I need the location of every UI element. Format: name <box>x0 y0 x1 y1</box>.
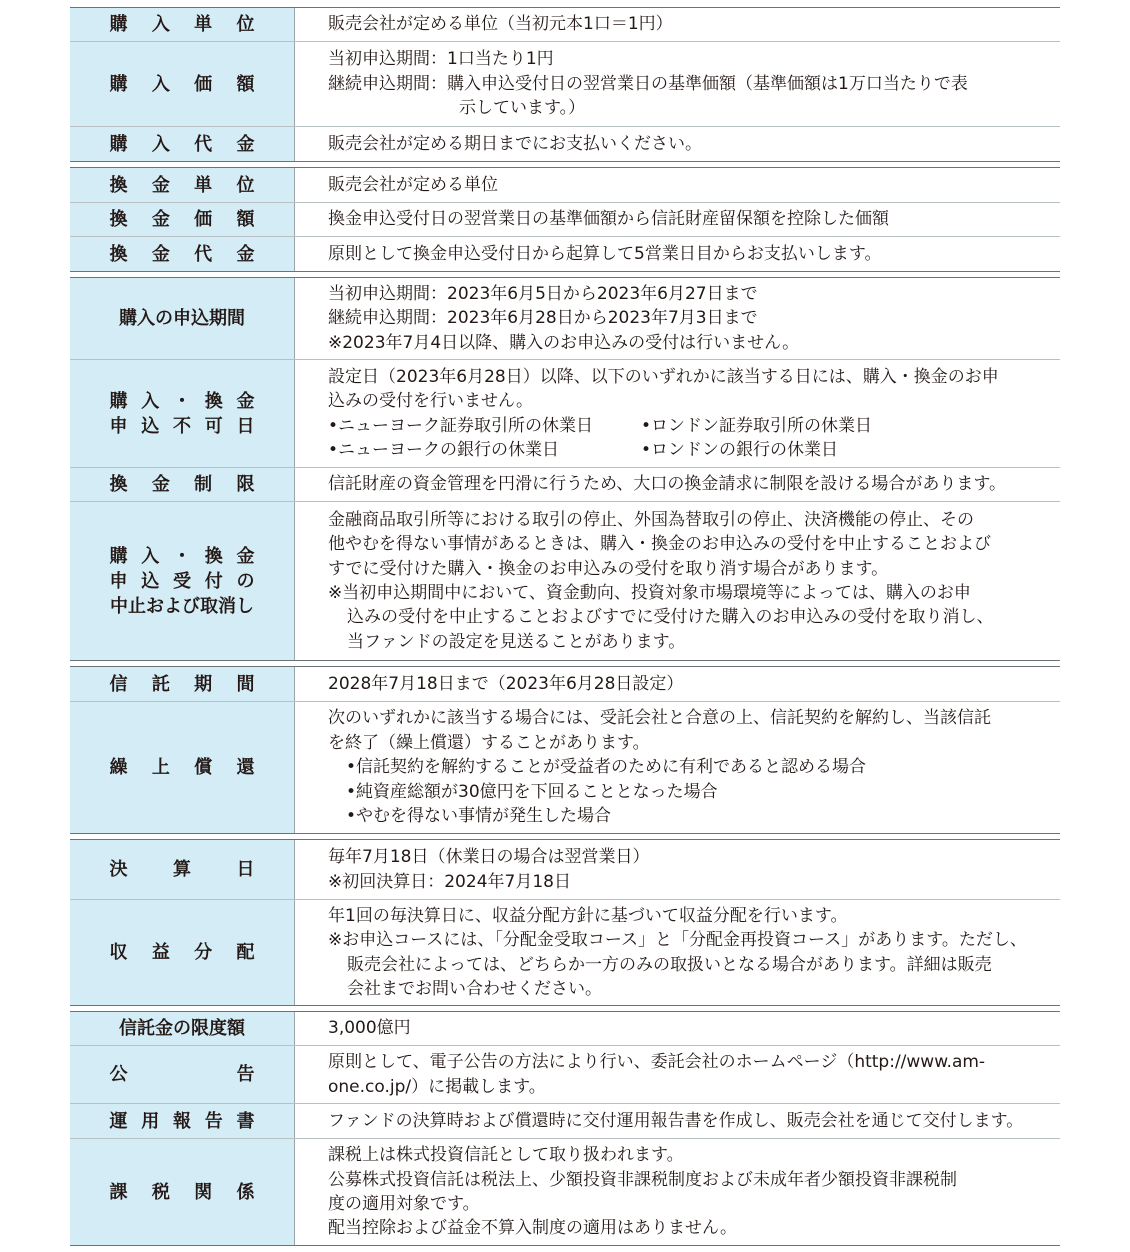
row-label-char: 期 <box>194 673 213 695</box>
content-line: one.co.jp/）に掲載します。 <box>328 1076 546 1097</box>
table-row <box>70 1012 1060 1045</box>
row-label-char: 間 <box>236 673 255 695</box>
row-label-char: 制 <box>194 474 213 495</box>
content-line: •信託契約を解約することが受益者のために有利であると認める場合 <box>346 757 867 778</box>
row-label-char: 償 <box>194 757 213 778</box>
row-label-char: 不 <box>173 415 191 437</box>
row-label-char: 換 <box>204 545 223 567</box>
content-line: 込みの受付を中止することおよびすでに受付けた購入のお申込みの受付を取り消し、 <box>347 607 994 628</box>
row-label <box>70 1046 295 1103</box>
row-label-line: 信託金の限度額 <box>119 1018 245 1039</box>
row-label <box>70 840 295 899</box>
row-label-text <box>110 755 255 780</box>
row-label-line <box>110 940 255 965</box>
row-label-line <box>110 472 255 497</box>
section-group <box>70 666 1060 834</box>
row-label-char: 信 <box>109 673 128 695</box>
row-label <box>70 237 295 271</box>
row-label-char: 込 <box>141 570 160 592</box>
row-label-line <box>110 242 255 267</box>
row-label-line <box>110 672 255 697</box>
content-line: •純資産総額が30億円を下回ることとなった場合 <box>346 781 718 802</box>
row-label-char: ・ <box>173 545 191 567</box>
row-label-line <box>110 389 255 414</box>
row-label-char: 運 <box>109 1110 128 1132</box>
bullet-row <box>328 438 1040 462</box>
row-label-char: 報 <box>173 1110 191 1132</box>
section-group <box>70 839 1060 1006</box>
row-content <box>295 237 1060 271</box>
row-label-line: 購入の申込期間 <box>119 308 245 329</box>
table-row <box>70 41 1060 126</box>
row-label-line <box>110 414 255 439</box>
row-label <box>70 8 295 41</box>
content-line: 他やむを得ない事情があるときは、購入・換金のお申込みの受付を中止することおよび <box>328 534 991 555</box>
row-label <box>70 127 295 161</box>
table-row <box>70 359 1060 467</box>
table-row <box>70 236 1060 271</box>
row-label-char: 金 <box>236 243 255 265</box>
row-content <box>295 502 1060 660</box>
bullet-item: •ロンドンの銀行の休業日 <box>641 439 839 460</box>
content-line: ※2023年7月4日以降、購入のお申込みの受付は行いません。 <box>328 332 800 353</box>
row-label-text <box>110 207 255 232</box>
content-line: ※初回決算日：2024年7月18日 <box>328 871 571 892</box>
row-label-line <box>110 857 255 882</box>
table-row <box>70 202 1060 236</box>
row-label-char: 書 <box>236 1110 255 1132</box>
content-line: 換金申込受付日の翌営業日の基準価額から信託財産留保額を控除した価額 <box>328 209 889 230</box>
row-label-char: 購 <box>109 133 128 155</box>
row-content <box>295 667 1060 701</box>
row-label-char: 単 <box>194 14 213 35</box>
row-content <box>295 203 1060 236</box>
row-label-text <box>110 672 255 697</box>
content-line: 2028年7月18日まで（2023年6月28日設定） <box>328 673 684 694</box>
row-label-char: 課 <box>109 1181 128 1203</box>
row-label-char: 換 <box>109 243 128 265</box>
row-content <box>295 42 1060 126</box>
row-label-char: 公 <box>109 1064 128 1085</box>
row-label-char: 配 <box>236 942 255 963</box>
content-line: 販売会社が定める単位 <box>328 174 498 195</box>
content-line: 会社までお問い合わせください。 <box>347 978 602 999</box>
row-label-line <box>110 173 255 198</box>
row-label-char: 告 <box>236 1064 255 1085</box>
content-line: 当初申込期間：1口当たり1円 <box>328 49 554 70</box>
row-label-text <box>110 389 255 439</box>
row-label-text <box>110 132 255 157</box>
row-label-char: 価 <box>194 73 213 95</box>
content-line: 金融商品取引所等における取引の停止、外国為替取引の停止、決済機能の停止、その <box>328 509 974 530</box>
row-label-line <box>110 544 255 569</box>
row-label-char: 額 <box>236 73 255 95</box>
table-row <box>70 1103 1060 1138</box>
content-line: 示しています。） <box>459 98 586 119</box>
content-line: 公募株式投資信託は税法上、少額投資非課税制度および未成年者少額投資非課税制 <box>328 1169 957 1190</box>
row-label-char: 金 <box>236 390 255 412</box>
row-label-char: 購 <box>109 14 128 35</box>
row-label-text <box>110 1016 255 1041</box>
row-label-char: 受 <box>173 570 191 592</box>
table-row <box>70 667 1060 701</box>
row-label-text <box>110 1062 255 1087</box>
row-content <box>295 702 1060 833</box>
row-label-char: の <box>236 570 255 592</box>
content-line: •やむを得ない事情が発生した場合 <box>346 806 612 827</box>
row-content <box>295 360 1060 467</box>
row-label-text <box>110 544 255 619</box>
row-label-char: 分 <box>194 942 213 963</box>
row-label-text <box>110 1109 255 1134</box>
row-label <box>70 278 295 359</box>
content-line: 信託財産の資金管理を円滑に行うため、大口の換金請求に制限を設ける場合があります。 <box>328 474 1006 495</box>
row-label-char: 託 <box>151 673 170 695</box>
content-line: ※当初申込期間中において、資金動向、投資対象市場環境等によっては、購入のお申 <box>328 583 971 603</box>
content-line: 原則として、電子公告の方法により行い、委託会社のホームページ（http://www.am- <box>328 1052 986 1073</box>
content-line: 継続申込期間：購入申込受付日の翌営業日の基準価額（基準価額は1万口当たりで表 <box>328 73 968 94</box>
row-label-char: 価 <box>194 209 213 230</box>
row-content <box>295 1139 1060 1245</box>
table-row <box>70 126 1060 161</box>
row-label <box>70 360 295 467</box>
row-label-char: 申 <box>109 570 128 592</box>
row-label-line: 中止および取消し <box>110 595 254 617</box>
table-row <box>70 501 1060 660</box>
row-label-line <box>110 1180 255 1205</box>
table-row <box>70 467 1060 501</box>
row-label-char: 金 <box>151 174 170 196</box>
row-label-char: 日 <box>236 859 255 880</box>
table-row <box>70 278 1060 359</box>
row-label-line <box>110 12 255 37</box>
content-line: 次のいずれかに該当する場合には、受託会社と合意の上、信託契約を解約し、当該信託 <box>328 708 991 729</box>
row-label-char: 入 <box>151 14 170 35</box>
table-row <box>70 899 1060 1005</box>
row-label-line <box>110 569 255 594</box>
row-label <box>70 1139 295 1245</box>
row-label-text <box>110 472 255 497</box>
row-label-char: 代 <box>194 243 213 265</box>
content-line: 販売会社によっては、どちらか一方のみの取扱いとなる場合があります。詳細は販売 <box>347 954 992 975</box>
row-label-line <box>110 132 255 157</box>
fund-terms-table <box>70 7 1060 1246</box>
row-label-char: 換 <box>204 390 223 412</box>
bullet-row <box>328 414 1040 438</box>
content-line: 設定日（2023年6月28日）以降、以下のいずれかに該当する日には、購入・換金のお申 <box>328 366 999 387</box>
row-label-char: 金 <box>236 545 255 567</box>
row-label <box>70 900 295 1005</box>
section-group <box>70 167 1060 272</box>
content-line: ファンドの決算時および償還時に交付運用報告書を作成し、販売会社を通じて交付します。 <box>328 1110 1024 1131</box>
row-label-char: 単 <box>194 174 213 196</box>
content-line: 配当控除および益金不算入制度の適用はありません。 <box>328 1218 738 1239</box>
row-label-char: 限 <box>236 474 255 495</box>
row-content <box>295 168 1060 202</box>
row-label-char: 用 <box>141 1110 160 1132</box>
row-label <box>70 168 295 202</box>
section-group <box>70 7 1060 162</box>
table-row <box>70 701 1060 833</box>
row-label-char: 購 <box>109 73 128 95</box>
row-label-char: 付 <box>204 570 223 592</box>
row-content <box>295 1046 1060 1103</box>
content-line: 販売会社が定める単位（当初元本1口＝1円） <box>328 14 673 35</box>
row-label <box>70 1012 295 1045</box>
content-line: 課税上は株式投資信託として取り扱われます。 <box>328 1145 684 1166</box>
table-row <box>70 1138 1060 1245</box>
content-line: 原則として換金申込受付日から起算して5営業日目からお支払いします。 <box>328 243 882 264</box>
content-line: 毎年7月18日（休業日の場合は翌営業日） <box>328 847 650 868</box>
bullet-item: •ニューヨーク証券取引所の休業日 <box>328 415 594 436</box>
content-line: 度の適用対象です。 <box>328 1194 480 1214</box>
row-label-char: 入 <box>151 73 170 95</box>
content-line: 当ファンドの設定を見送ることがあります。 <box>347 631 686 652</box>
row-label-text <box>110 173 255 198</box>
row-label-char: 購 <box>109 390 128 412</box>
row-label-char: 金 <box>151 243 170 265</box>
row-label-char: 日 <box>236 415 255 437</box>
content-line: 販売会社が定める期日までにお支払いください。 <box>328 133 702 154</box>
row-label-text <box>110 1180 255 1205</box>
table-row <box>70 168 1060 202</box>
row-label-line <box>110 72 255 97</box>
row-label-char: 決 <box>109 859 128 880</box>
row-label <box>70 702 295 833</box>
row-label-char: 税 <box>151 1181 170 1203</box>
row-label-text <box>110 12 255 37</box>
row-label-char: 代 <box>194 133 213 155</box>
row-label <box>70 502 295 660</box>
row-label-char: 可 <box>204 415 223 437</box>
row-label-char: 上 <box>151 757 170 778</box>
row-label-char: 告 <box>204 1110 223 1132</box>
row-label <box>70 1104 295 1138</box>
row-label-line <box>110 1109 255 1134</box>
content-line: を終了（繰上償還）することがあります。 <box>328 732 650 753</box>
row-content <box>295 1012 1060 1045</box>
content-line: 込みの受付を行いません。 <box>328 391 534 412</box>
table-row <box>70 8 1060 41</box>
row-label-char: 入 <box>141 545 160 567</box>
row-label-line <box>110 755 255 780</box>
content-line: 3,000億円 <box>328 1018 411 1039</box>
table-row <box>70 1045 1060 1103</box>
row-label-text <box>110 306 255 331</box>
row-content <box>295 900 1060 1005</box>
row-label-char: 関 <box>194 1181 213 1203</box>
row-label-text <box>110 72 255 97</box>
row-label-text <box>110 857 255 882</box>
section-group <box>70 277 1060 661</box>
row-label-char: 換 <box>109 474 128 495</box>
row-content <box>295 840 1060 899</box>
row-label-text <box>110 242 255 267</box>
row-content <box>295 468 1060 501</box>
bullet-item: •ロンドン証券取引所の休業日 <box>641 415 873 436</box>
row-label-char: 申 <box>109 415 128 437</box>
row-label-char: 位 <box>236 174 255 196</box>
row-content <box>295 127 1060 161</box>
row-label-char: 算 <box>173 859 191 880</box>
row-label-char: 入 <box>151 133 170 155</box>
row-label-char: 込 <box>141 415 160 437</box>
row-label <box>70 468 295 501</box>
content-line: すでに受付けた購入・換金のお申込みの受付を取り消す場合があります。 <box>328 558 889 579</box>
row-content <box>295 278 1060 359</box>
row-content <box>295 1104 1060 1138</box>
row-label-line <box>110 207 255 232</box>
content-line: ※お申込コースには、「分配金受取コース」と「分配金再投資コース」があります。ただし、 <box>328 930 1027 951</box>
bullet-item: •ニューヨークの銀行の休業日 <box>328 439 560 460</box>
row-label-char: 益 <box>151 942 170 963</box>
row-label-char: 収 <box>109 942 128 963</box>
content-line: 当初申込期間：2023年6月5日から2023年6月27日まで <box>328 283 758 304</box>
row-label-char: 位 <box>236 14 255 35</box>
row-label <box>70 42 295 126</box>
row-label-char: 金 <box>151 209 170 230</box>
row-label-char: 購 <box>109 545 128 567</box>
row-label-char: 金 <box>151 474 170 495</box>
row-label-char: 入 <box>141 390 160 412</box>
row-label <box>70 203 295 236</box>
row-label <box>70 667 295 701</box>
row-label-char: 係 <box>236 1181 255 1203</box>
row-content <box>295 8 1060 41</box>
content-line: 年1回の毎決算日に、収益分配方針に基づいて収益分配を行います。 <box>328 905 848 926</box>
row-label-char: 額 <box>236 209 255 230</box>
row-label-char: 換 <box>109 174 128 196</box>
table-row <box>70 840 1060 899</box>
row-label-char: 繰 <box>109 757 128 778</box>
content-line: 継続申込期間：2023年6月28日から2023年7月3日まで <box>328 308 758 329</box>
row-label-text <box>110 940 255 965</box>
row-label-char: ・ <box>173 390 191 412</box>
row-label-line <box>110 1062 255 1087</box>
row-label-char: 換 <box>109 209 128 230</box>
row-label-char: 還 <box>236 757 255 778</box>
row-label-char: 金 <box>236 133 255 155</box>
section-group <box>70 1011 1060 1246</box>
